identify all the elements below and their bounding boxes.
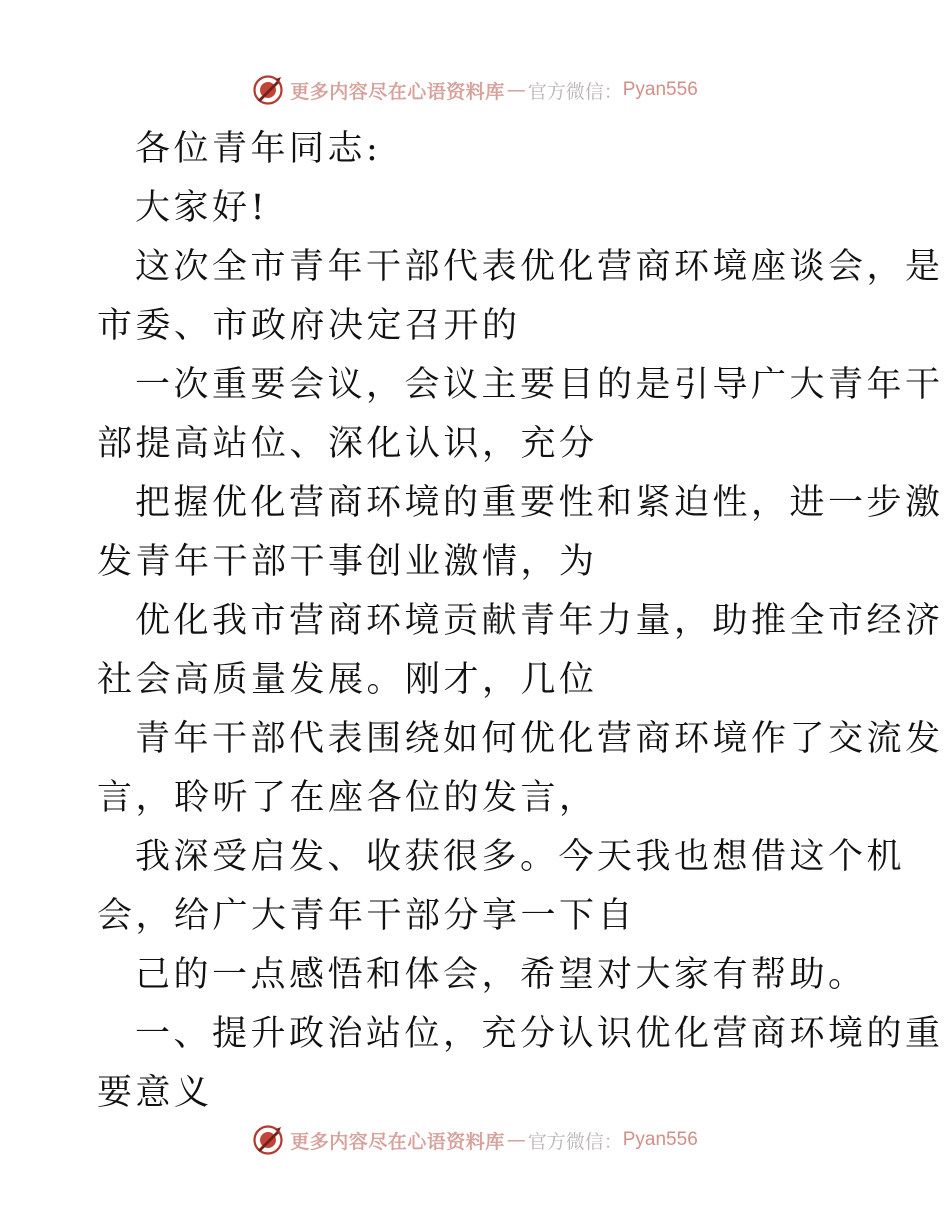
footer-watermark (0, 1120, 950, 1160)
document-body (97, 120, 944, 1123)
watermark-wechat-label: 官方微信： (527, 1130, 623, 1153)
paragraph-line: 部提高站位、深化认识，充分 (97, 424, 598, 464)
logo-icon (252, 1124, 284, 1156)
watermark-wechat-id: Pyan556 (622, 1129, 698, 1150)
paragraph-line: 青年干部代表围绕如何优化营商环境作了交流发 (135, 719, 944, 759)
watermark-text: 更多内容尽在心语资料库 (290, 1130, 505, 1153)
paragraph-line: 优化我市营商环境贡献青年力量，助推全市经济 (135, 601, 944, 641)
greeting-line: 大家好! (135, 188, 269, 228)
paragraph-line: 己的一点感悟和体会，希望对大家有帮助。 (135, 955, 867, 995)
watermark-wechat-id: Pyan556 (622, 79, 698, 100)
section-heading-line: 一、提升政治站位，充分认识优化营商环境的重 (135, 1014, 944, 1054)
paragraph-line: 市委、市政府决定召开的 (97, 306, 521, 346)
salutation-line: 各位青年同志: (135, 129, 382, 169)
logo-icon (252, 74, 284, 106)
watermark-wechat-label: 官方微信： (527, 80, 623, 103)
paragraph-line: 言，聆听了在座各位的发言， (97, 778, 598, 818)
paragraph-line: 会，给广大青年干部分享一下自 (97, 896, 637, 936)
watermark-dash: — (506, 1129, 526, 1151)
paragraph-line: 把握优化营商环境的重要性和紧迫性，进一步激 (135, 483, 944, 523)
section-heading-line: 要意义 (97, 1073, 213, 1113)
header-watermark (0, 70, 950, 110)
paragraph-line: 社会高质量发展。刚才，几位 (97, 660, 598, 700)
paragraph-line: 一次重要会议，会议主要目的是引导广大青年干 (135, 365, 944, 405)
paragraph-line: 这次全市青年干部代表优化营商环境座谈会，是 (135, 247, 944, 287)
paragraph-line: 我深受启发、收获很多。今天我也想借这个机 (135, 837, 906, 877)
paragraph-line: 发青年干部干事创业激情，为 (97, 542, 598, 582)
watermark-dash: — (506, 79, 526, 101)
watermark-text: 更多内容尽在心语资料库 (290, 80, 505, 103)
